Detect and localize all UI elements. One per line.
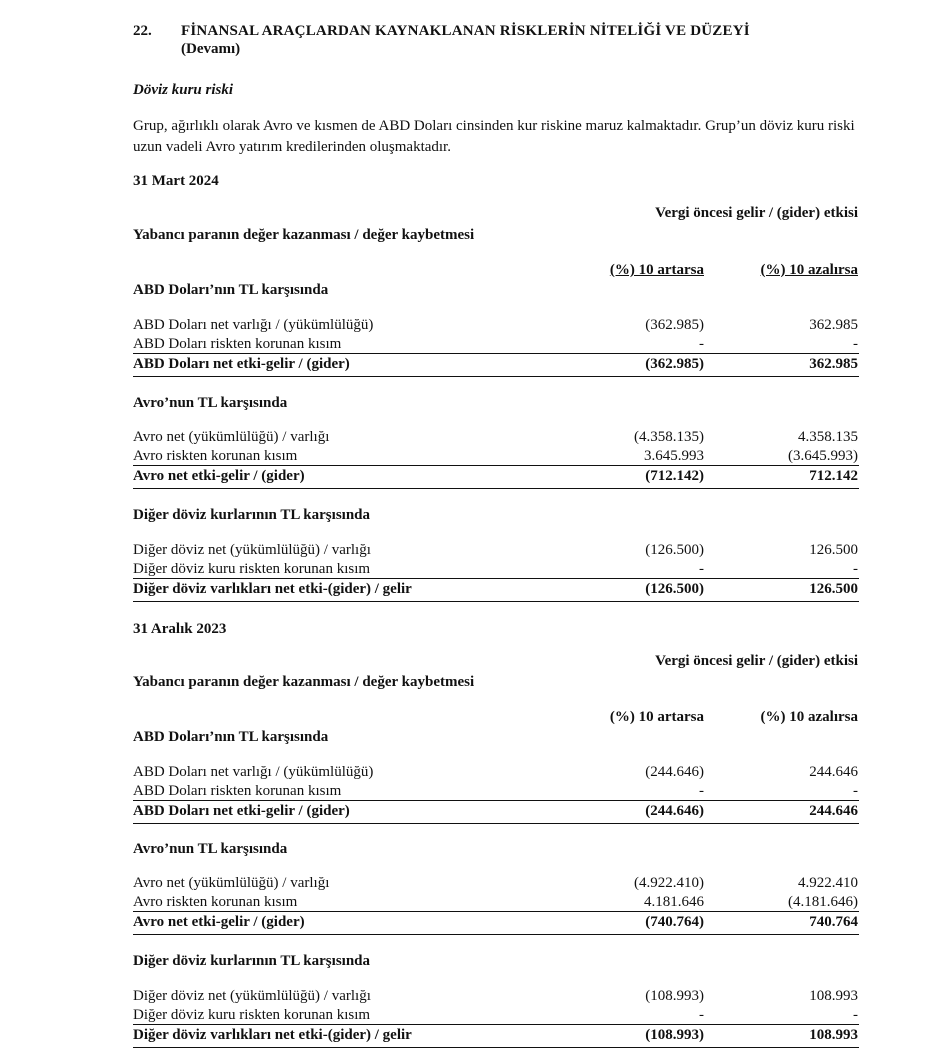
row-label: ABD Doları riskten korunan kısım [133,336,342,352]
effect-header: Vergi öncesi gelir / (gider) etkisi [655,653,858,669]
total-increase: (740.764) [645,914,704,930]
divider [133,578,859,579]
row-label: ABD Doları net varlığı / (yükümlülüğü) [133,764,374,780]
value-decrease: 126.500 [809,542,858,558]
row-header: Yabancı paranın değer kazanması / değer kaybetmesi [133,674,475,690]
total-decrease: 244.646 [809,803,858,819]
row-label: Avro net (yükümlülüğü) / varlığı [133,429,330,445]
divider [133,1047,859,1048]
value-increase: - [699,1007,704,1023]
total-decrease: 108.993 [809,1027,858,1043]
total-label: Avro net etki-gelir / (gider) [133,468,305,484]
group-heading: Diğer döviz kurlarının TL karşısında [133,953,371,969]
row-label: Avro riskten korunan kısım [133,894,298,910]
group-heading: Diğer döviz kurlarının TL karşısında [133,507,371,523]
total-label: ABD Doları net etki-gelir / (gider) [133,356,350,372]
divider [133,800,859,801]
total-decrease: 362.985 [809,356,858,372]
col-increase-header: (%) 10 artarsa [609,709,704,725]
row-label: ABD Doları net varlığı / (yükümlülüğü) [133,317,374,333]
total-increase: (362.985) [645,356,704,372]
period-date: 31 Mart 2024 [133,173,219,189]
value-decrease: 244.646 [809,764,858,780]
total-label: ABD Doları net etki-gelir / (gider) [133,803,350,819]
row-header: Yabancı paranın değer kazanması / değer kaybetmesi [133,227,475,243]
subheading: Döviz kuru riski [133,82,234,98]
divider [133,911,859,912]
total-increase: (712.142) [645,468,704,484]
total-label: Avro net etki-gelir / (gider) [133,914,305,930]
row-label: Diğer döviz kuru riskten korunan kısım [133,561,371,577]
divider [133,376,859,377]
group-heading: Avro’nun TL karşısında [133,841,288,857]
row-label: Diğer döviz net (yükümlülüğü) / varlığı [133,988,371,1004]
value-decrease: (3.645.993) [788,448,858,464]
total-increase: (126.500) [645,581,704,597]
value-decrease: 108.993 [809,988,858,1004]
value-decrease: - [853,783,858,799]
value-increase: (362.985) [645,317,704,333]
intro-paragraph: Grup, ağırlıklı olarak Avro ve kısmen de ABD Doları cinsinden kur riskine maruz kalmaktadır. Grup’un döviz kuru riski uzun vadeli Avro yatırım kredilerinden oluşmaktadır. [133,118,855,155]
total-decrease: 712.142 [809,468,858,484]
section-number: 22. [133,23,152,39]
total-increase: (108.993) [645,1027,704,1043]
value-decrease: - [853,336,858,352]
value-decrease: - [853,1007,858,1023]
divider [133,601,859,602]
period-date: 31 Aralık 2023 [133,621,227,637]
group-heading: Avro’nun TL karşısında [133,395,288,411]
value-increase: (244.646) [645,764,704,780]
divider [133,353,859,354]
divider [133,934,859,935]
value-decrease: - [853,561,858,577]
col-increase-header: (%) 10 artarsa [609,262,704,278]
row-label: ABD Doları riskten korunan kısım [133,783,342,799]
value-increase: - [699,561,704,577]
value-increase: (126.500) [645,542,704,558]
group-heading: ABD Doları’nın TL karşısında [133,282,329,298]
effect-header: Vergi öncesi gelir / (gider) etkisi [655,205,858,221]
total-label: Diğer döviz varlıkları net etki-(gider) / gelir [133,1027,412,1043]
total-label: Diğer döviz varlıkları net etki-(gider) / gelir [133,581,412,597]
value-decrease: 362.985 [809,317,858,333]
value-increase: - [699,783,704,799]
total-decrease: 126.500 [809,581,858,597]
divider [133,465,859,466]
divider [133,823,859,824]
section-title: FİNANSAL ARAÇLARDAN KAYNAKLANAN RİSKLERİN NİTELİĞİ VE DÜZEYİ [181,23,750,39]
row-label: Diğer döviz net (yükümlülüğü) / varlığı [133,542,371,558]
row-label: Avro net (yükümlülüğü) / varlığı [133,875,330,891]
value-decrease: (4.181.646) [788,894,858,910]
divider [133,1024,859,1025]
value-decrease: 4.358.135 [798,429,858,445]
divider [133,488,859,489]
value-increase: 3.645.993 [644,448,704,464]
row-label: Diğer döviz kuru riskten korunan kısım [133,1007,371,1023]
value-increase: (4.358.135) [634,429,704,445]
value-increase: (108.993) [645,988,704,1004]
total-decrease: 740.764 [809,914,858,930]
total-increase: (244.646) [645,803,704,819]
group-heading: ABD Doları’nın TL karşısında [133,729,329,745]
value-increase: (4.922.410) [634,875,704,891]
value-increase: 4.181.646 [644,894,704,910]
value-decrease: 4.922.410 [798,875,858,891]
col-decrease-header: (%) 10 azalırsa [760,709,858,725]
row-label: Avro riskten korunan kısım [133,448,298,464]
section-subtitle: (Devamı) [181,41,241,57]
col-decrease-header: (%) 10 azalırsa [760,262,858,278]
value-increase: - [699,336,704,352]
